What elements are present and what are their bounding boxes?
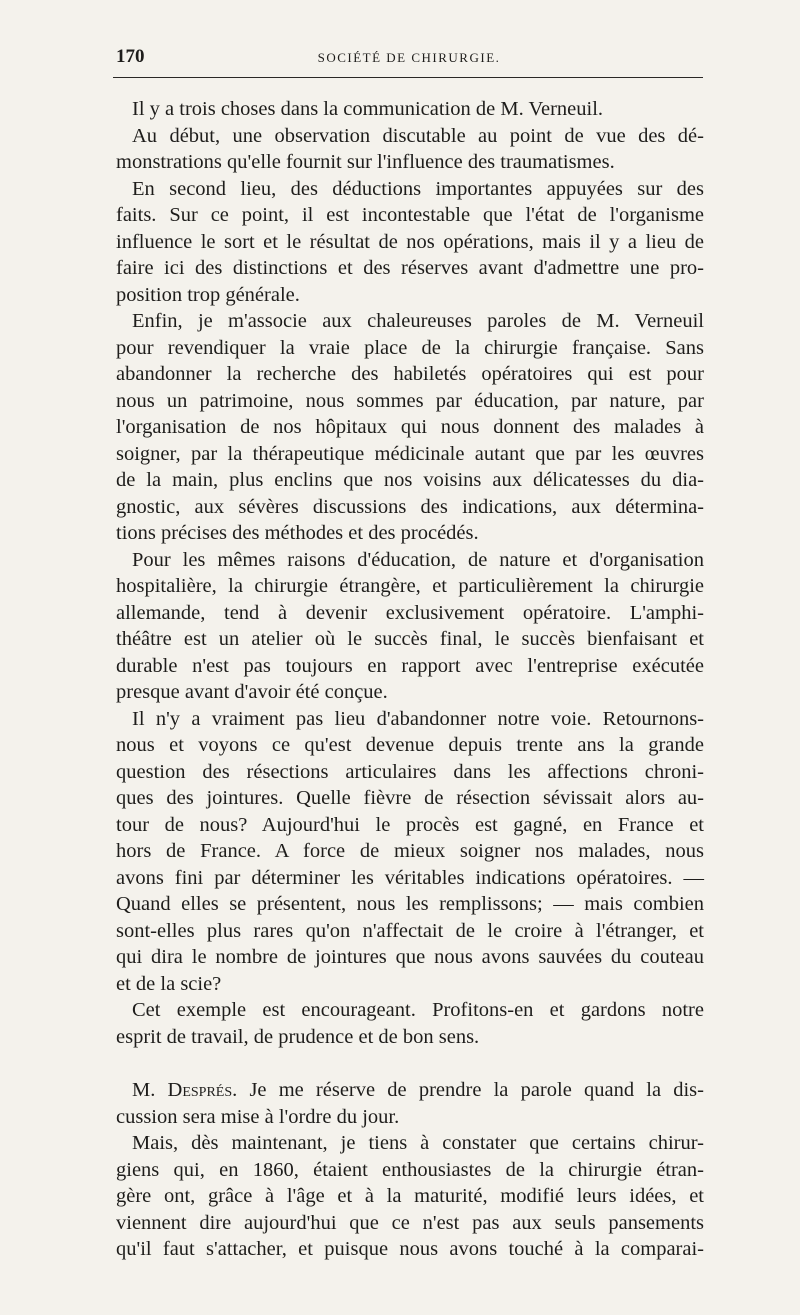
text-line: ques des jointures. Quelle fièvre de résection sévissait alors au- bbox=[116, 787, 704, 809]
body-text bbox=[116, 96, 704, 1263]
text-line: pour revendiquer la vraie place de la chirurgie française. Sans bbox=[116, 336, 704, 359]
text-line: cussion sera mise à l'ordre du jour. bbox=[116, 1105, 400, 1128]
speaker-paragraph bbox=[116, 1077, 704, 1130]
paragraph bbox=[116, 123, 704, 176]
text-line: et de la scie? bbox=[116, 972, 222, 995]
text-line: hospitalière, la chirurgie étrangère, et particulièrement la chirurgie bbox=[116, 575, 704, 597]
running-title: SOCIÉTÉ DE CHIRURGIE. bbox=[317, 50, 501, 65]
paragraph bbox=[116, 1130, 704, 1263]
text-line: Cet exemple est encourageant. Profitons-en et gardons notre bbox=[132, 999, 704, 1021]
text-line: Pour les mêmes raisons d'éducation, de nature et d'organisation bbox=[132, 548, 704, 571]
paragraph bbox=[116, 706, 704, 998]
paragraph bbox=[116, 96, 704, 123]
text-line: monstrations qu'elle fournit sur l'influence des traumatismes. bbox=[116, 151, 615, 173]
page-header bbox=[116, 46, 702, 70]
text-line: de la main, plus enclins que nos voisins aux délicatesses du dia- bbox=[116, 469, 704, 491]
text-line: sont-elles plus rares qu'on n'affectait de le croire à l'étranger, et bbox=[116, 919, 704, 942]
text-line: gnostic, aux sévères discussions des indications, aux détermina- bbox=[116, 495, 704, 518]
text-line: qu'il faut s'attacher, et puisque nous avons touché à la comparai- bbox=[116, 1238, 704, 1260]
text-line: allemande, tend à devenir exclusivement opératoire. L'amphi- bbox=[116, 601, 704, 624]
text-line: faire ici des distinctions et des réserves avant d'admettre une pro- bbox=[116, 257, 704, 279]
text-line: tour de nous? Aujourd'hui le procès est gagné, en France et bbox=[116, 813, 704, 836]
text-line: durable n'est pas toujours en rapport avec l'entreprise exécutée bbox=[116, 654, 704, 677]
text-line: esprit de travail, de prudence et de bon sens. bbox=[116, 1025, 480, 1048]
text-line: Mais, dès maintenant, je tiens à constater que certains chirur- bbox=[132, 1132, 704, 1154]
paragraph bbox=[116, 547, 704, 706]
text-line: abandonner la recherche des habiletés opératoires qui est pour bbox=[116, 363, 704, 385]
text-line: Il n'y a vraiment pas lieu d'abandonner notre voie. Retournons- bbox=[132, 707, 704, 730]
text-line: presque avant d'avoir été conçue. bbox=[116, 681, 388, 703]
text-line: qui dira le nombre de jointures que nous avons sauvées du couteau bbox=[116, 946, 704, 968]
text-line: l'organisation de nos hôpitaux qui nous donnent des malades à bbox=[116, 416, 704, 438]
text-line: théâtre est un atelier où le succès final, le succès bienfaisant et bbox=[116, 628, 704, 650]
text-line: giens qui, en 1860, étaient enthousiastes de la chirurgie étran- bbox=[116, 1158, 704, 1181]
text-line: En second lieu, des déductions importantes appuyées sur des bbox=[132, 177, 704, 200]
text-line: nous un patrimoine, nous sommes par éducation, par nature, par bbox=[116, 389, 704, 412]
text-line: soigner, par la thérapeutique médicinale autant que par les œuvres bbox=[116, 442, 704, 465]
speaker-text: Je me réserve de prendre la parole quand la dis- bbox=[237, 1079, 704, 1101]
text-line: Au début, une observation discutable au point de vue des dé- bbox=[132, 124, 704, 147]
text-line: Quand elles se présentent, nous les remplissons; — mais combien bbox=[116, 893, 704, 915]
text-line: position trop générale. bbox=[116, 283, 300, 306]
speaker-name: M. Després. bbox=[132, 1079, 238, 1101]
text-line: viennent dire aujourd'hui que ce n'est pas aux seuls pansements bbox=[116, 1211, 704, 1234]
header-rule bbox=[113, 77, 703, 78]
text-line bbox=[116, 1077, 704, 1104]
paragraph bbox=[116, 308, 704, 547]
text-line: influence le sort et le résultat de nos opérations, mais il y a lieu de bbox=[116, 230, 704, 253]
text-line: Enfin, je m'associe aux chaleureuses paroles de M. Verneuil bbox=[132, 310, 704, 332]
text-line: avons fini par déterminer les véritables indications opératoires. — bbox=[116, 866, 704, 889]
text-line: Il y a trois choses dans la communication de M. Verneuil. bbox=[132, 98, 604, 120]
text-line: hors de France. A force de mieux soigner nos malades, nous bbox=[116, 840, 704, 862]
text-line: faits. Sur ce point, il est incontestable que l'état de l'organisme bbox=[116, 204, 704, 226]
paragraph bbox=[116, 997, 704, 1050]
paragraph bbox=[116, 176, 704, 309]
section-gap bbox=[116, 1050, 704, 1077]
text-line: tions précises des méthodes et des procédés. bbox=[116, 522, 479, 544]
text-line: question des résections articulaires dans les affections chroni- bbox=[116, 760, 704, 783]
text-line: gère ont, grâce à l'âge et à la maturité, modifié leurs idées, et bbox=[116, 1185, 704, 1207]
page-number: 170 bbox=[116, 46, 145, 67]
text-line: nous et voyons ce qu'est devenue depuis trente ans la grande bbox=[116, 734, 704, 756]
